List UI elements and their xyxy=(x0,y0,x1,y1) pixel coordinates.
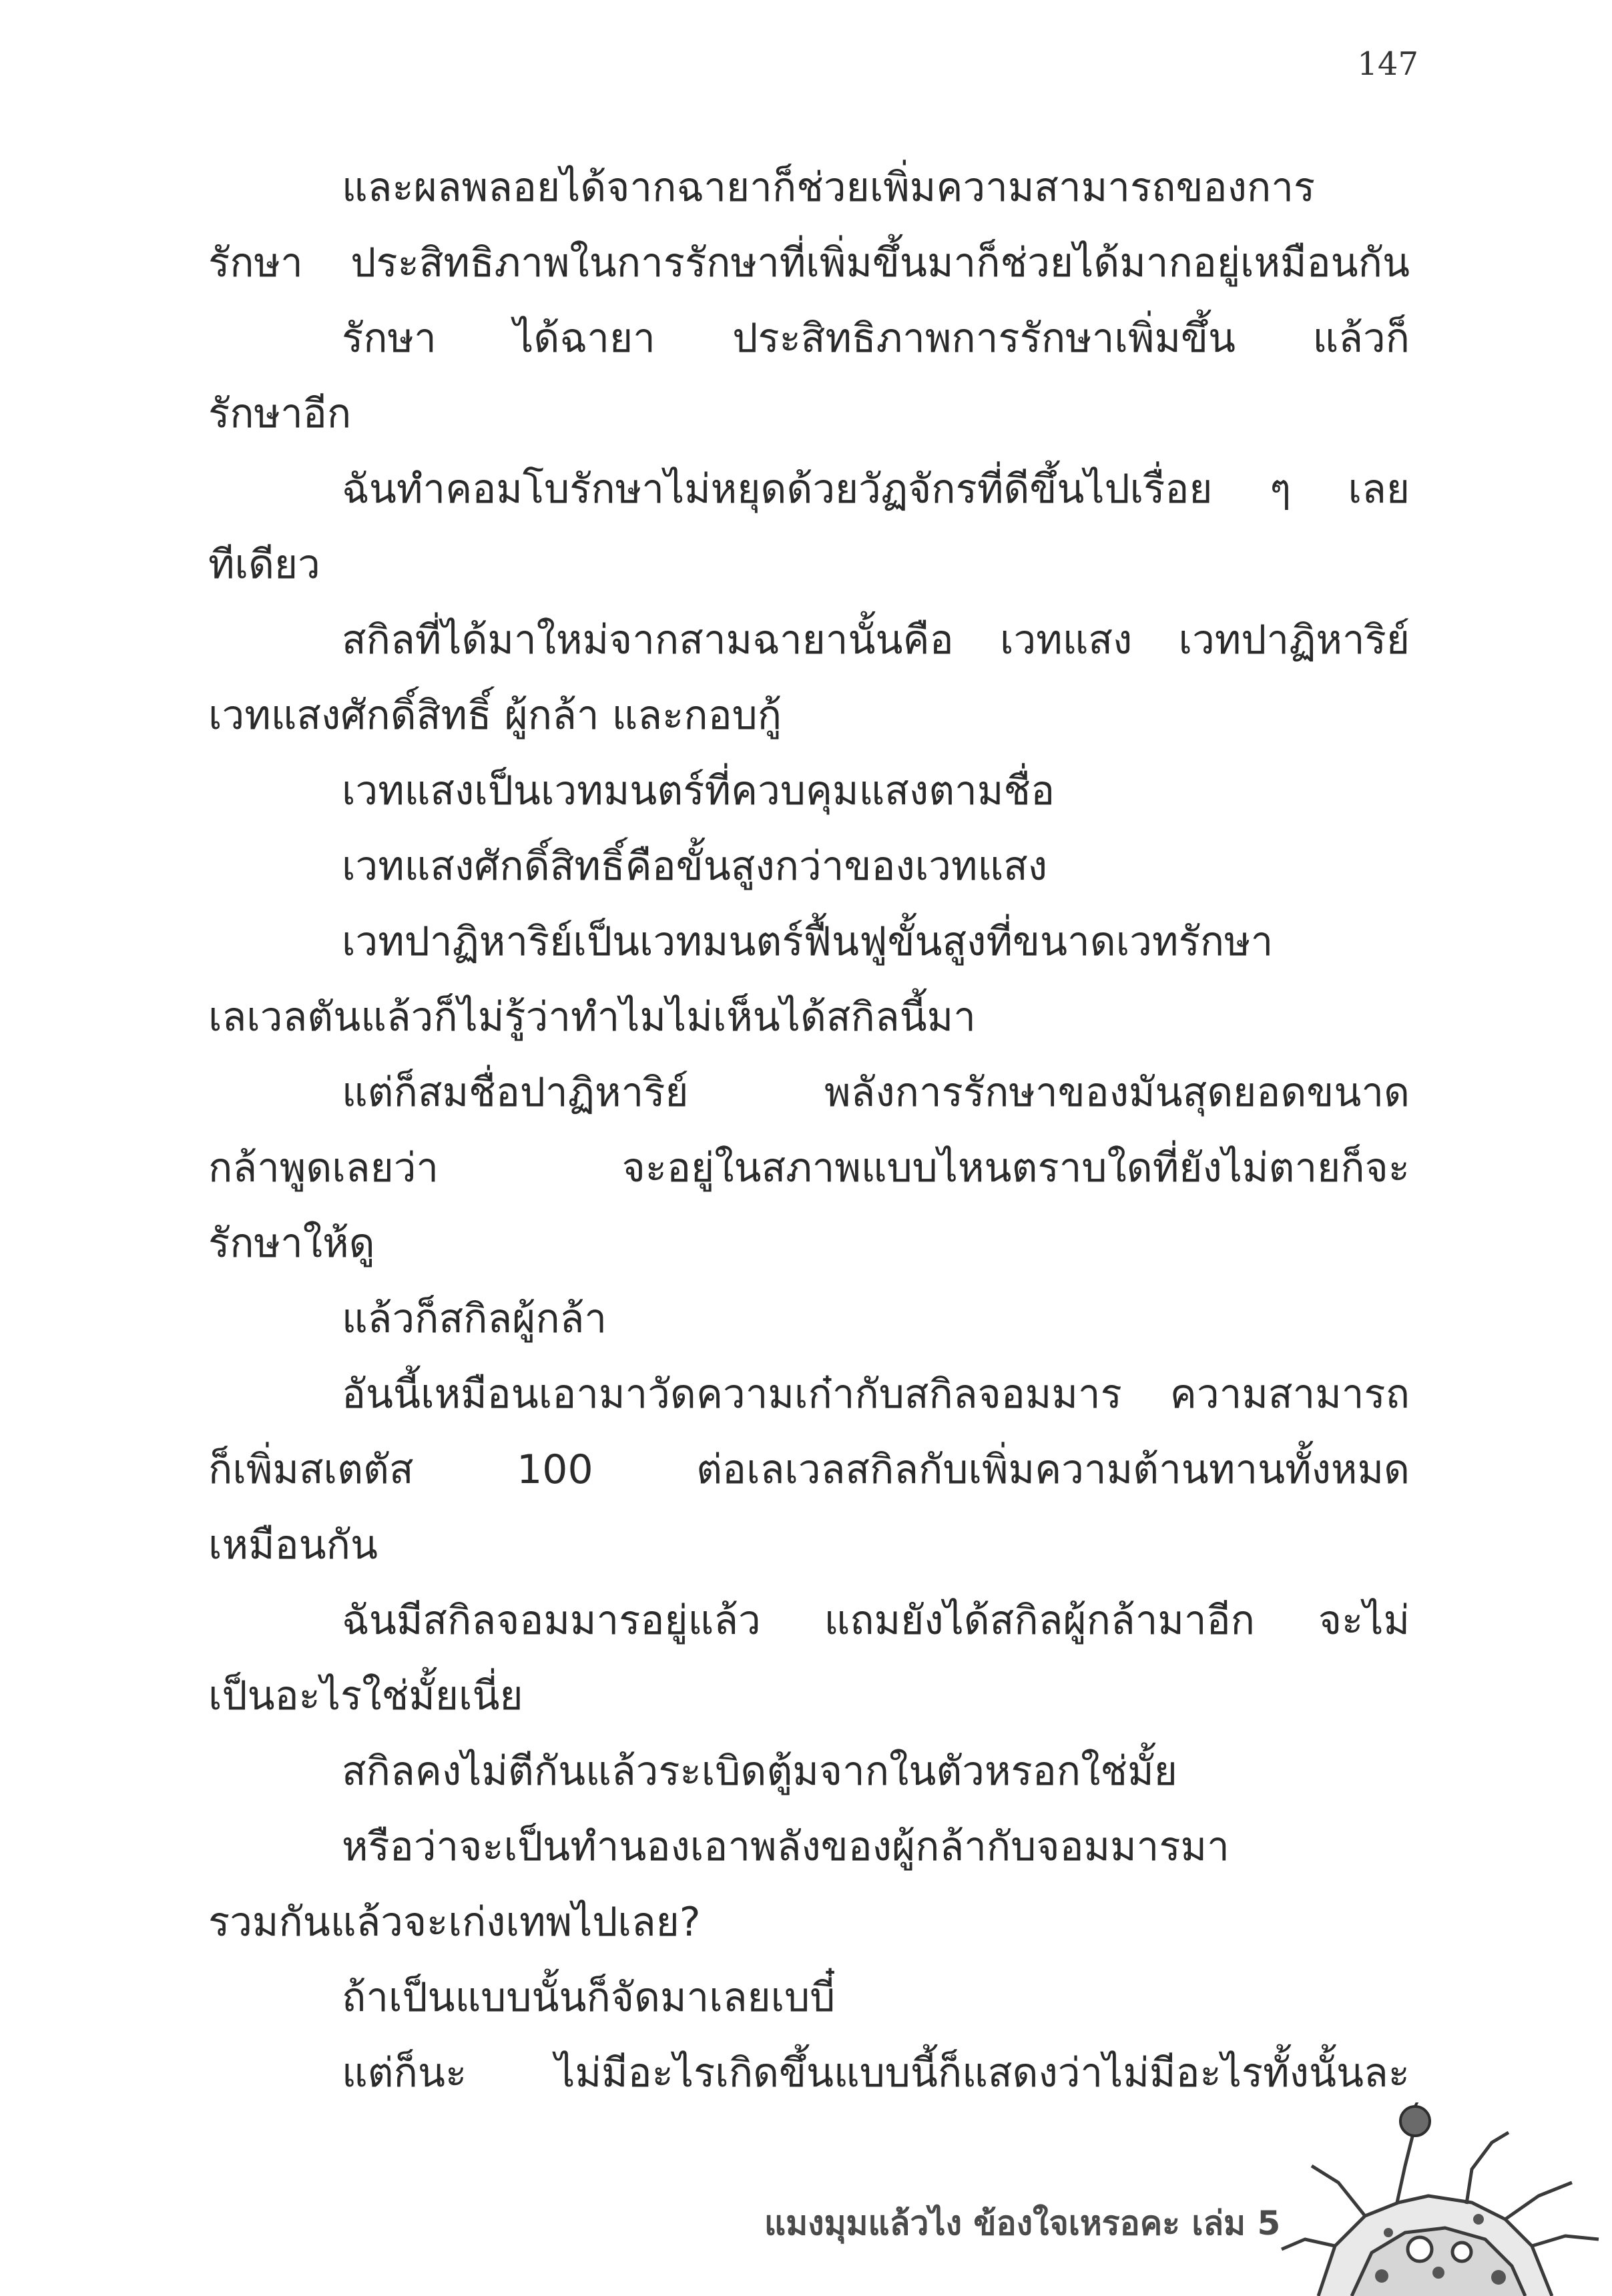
body-text xyxy=(208,150,1410,2111)
running-footer-title: แมงมุมแล้วไง ข้องใจเหรอคะ เล่ม 5 xyxy=(764,2204,1281,2243)
text-line: แต่ก็นะ ไม่มีอะไรเกิดขึ้นแบบนี้ก็แสดงว่าไม่มีอะไรทั้งนั้นละ xyxy=(342,2050,1410,2096)
text-line: รักษา ประสิทธิภาพในการรักษาที่เพิ่มขึ้นมาก็ช่วยได้มากอยู่เหมือนกัน xyxy=(208,240,1410,286)
text-line: สกิลคงไม่ตีกันแล้วระเบิดตู้มจากในตัวหรอกใช่มั้ย xyxy=(342,1748,1177,1795)
text-line: กล้าพูดเลยว่า จะอยู่ในสภาพแบบไหนตราบใดที่ยังไม่ตายก็จะ xyxy=(208,1145,1410,1191)
text-line: ทีเดียว xyxy=(208,541,320,588)
text-line: สกิลที่ได้มาใหม่จากสามฉายานั้นคือ เวทแสง เวทปาฏิหาริย์ xyxy=(342,617,1410,663)
text-line: รักษา ได้ฉายา ประสิทธิภาพการรักษาเพิ่มขึ้น แล้วก็ xyxy=(342,315,1410,362)
text-line: อันนี้เหมือนเอามาวัดความเก๋ากับสกิลจอมมาร ความสามารถ xyxy=(342,1371,1410,1418)
text-line: แล้วก็สกิลผู้กล้า xyxy=(342,1296,607,1342)
text-line: เป็นอะไรใช่มั้ยเนี่ย xyxy=(208,1673,523,1719)
text-line: เลเวลตันแล้วก็ไม่รู้ว่าทำไมไม่เห็นได้สกิลนี้มา xyxy=(208,994,976,1041)
text-line: รักษาให้ดู xyxy=(208,1220,375,1267)
text-line: เวทแสงศักดิ์สิทธิ์ ผู้กล้า และกอบกู้ xyxy=(208,692,782,739)
text-line: แต่ก็สมชื่อปาฏิหาริย์ พลังการรักษาของมันสุดยอดขนาด xyxy=(342,1069,1410,1116)
text-line: ฉันทำคอมโบรักษาไม่หยุดด้วยวัฏจักรที่ดีขึ้นไปเรื่อย ๆ เลย xyxy=(342,466,1410,513)
spider-mascot-illustration xyxy=(1272,2102,1612,2296)
text-line: รักษาอีก xyxy=(208,390,352,437)
text-line: ก็เพิ่มสเตตัส 100 ต่อเลเวลสกิลกับเพิ่มความต้านทานทั้งหมด xyxy=(208,1446,1410,1493)
text-line: ฉันมีสกิลจอมมารอยู่แล้ว แถมยังได้สกิลผู้กล้ามาอีก จะไม่ xyxy=(342,1597,1410,1644)
page-number: 147 xyxy=(1357,45,1418,83)
text-line: และผลพลอยได้จากฉายาก็ช่วยเพิ่มความสามารถของการ xyxy=(342,164,1316,211)
text-line: เวทแสงเป็นเวทมนตร์ที่ควบคุมแสงตามชื่อ xyxy=(342,768,1055,814)
text-line: เวทแสงศักดิ์สิทธิ์คือขั้นสูงกว่าของเวทแสง xyxy=(342,843,1048,890)
text-line: หรือว่าจะเป็นทำนองเอาพลังของผู้กล้ากับจอมมารมา xyxy=(342,1823,1230,1870)
text-line: ถ้าเป็นแบบนั้นก็จัดมาเลยเบบี๋ xyxy=(342,1974,836,2021)
text-line: เหมือนกัน xyxy=(208,1522,378,1568)
text-line: รวมกันแล้วจะเก่งเทพไปเลย? xyxy=(208,1899,701,1946)
text-line: เวทปาฏิหาริย์เป็นเวทมนตร์ฟื้นฟูขั้นสูงที่ขนาดเวทรักษา xyxy=(342,918,1274,965)
